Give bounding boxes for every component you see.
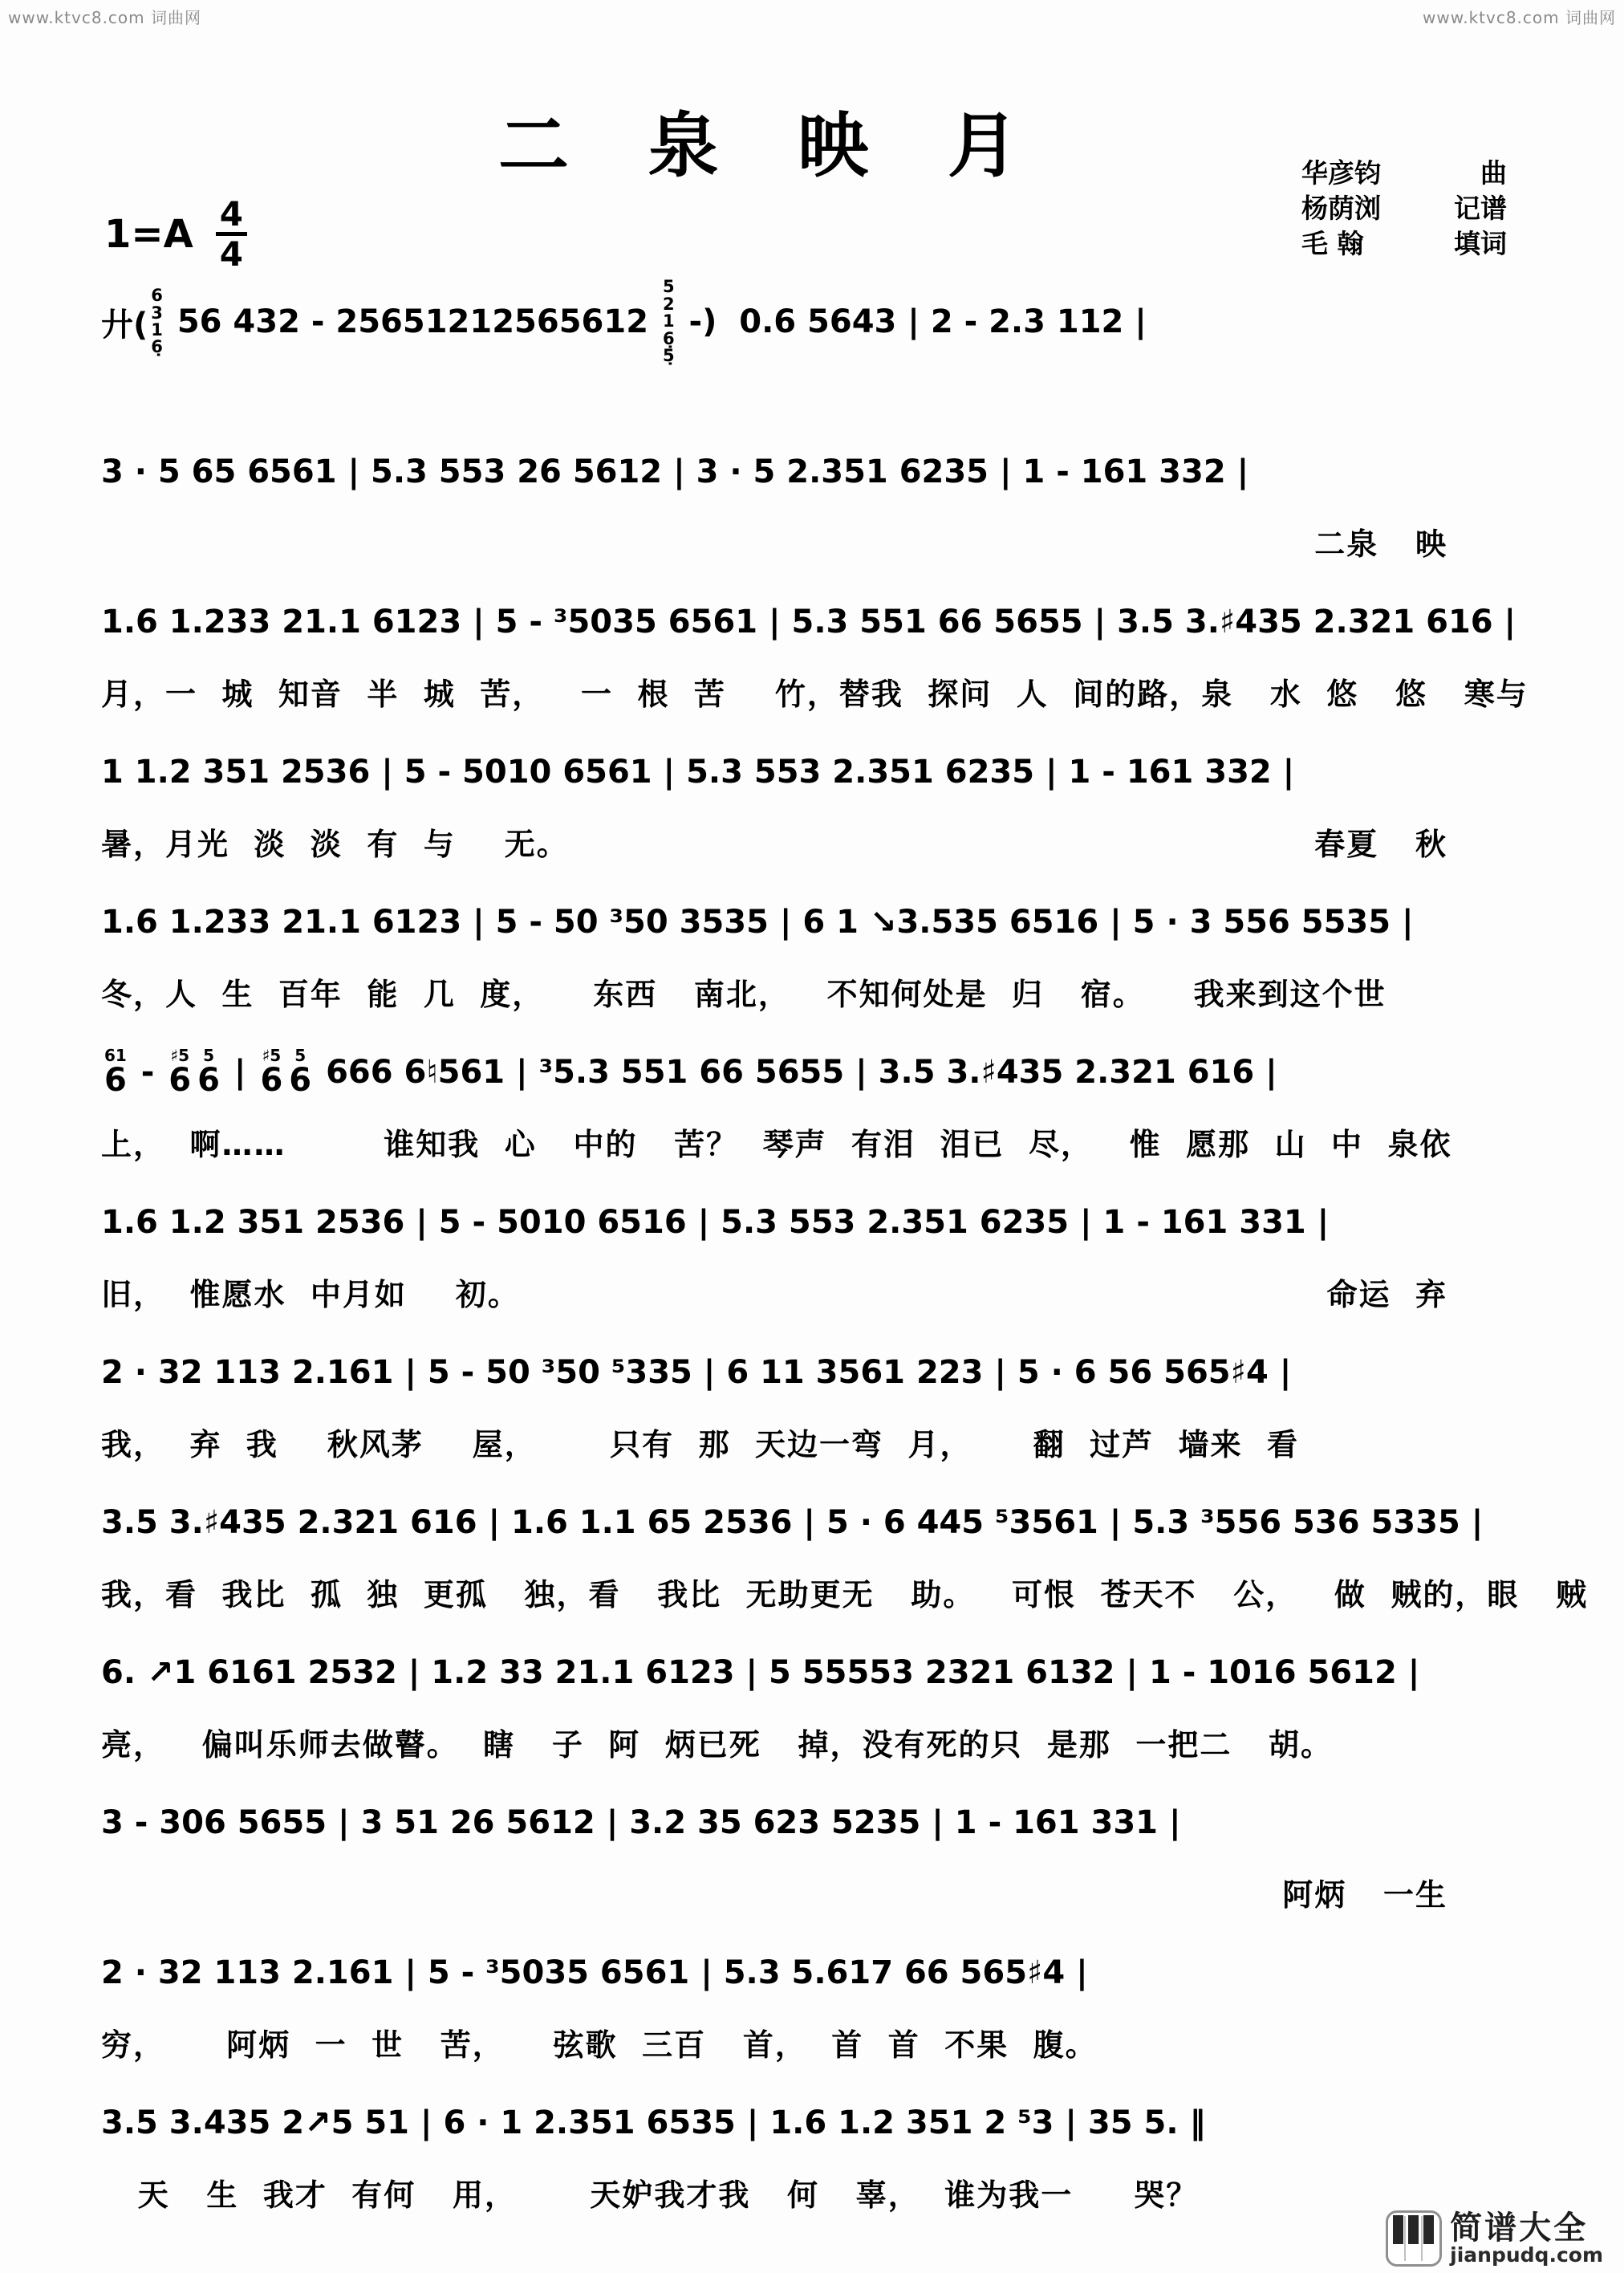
- brand-url: jianpudq.com: [1450, 2243, 1603, 2267]
- credit-name: 毛 翰: [1301, 228, 1364, 260]
- score-system: [101, 2082, 1531, 2232]
- score-system: [101, 1482, 1589, 1632]
- credit-composer: [1301, 156, 1507, 191]
- score-system: [101, 277, 1531, 431]
- chord-stack: ♯5 6: [260, 1046, 283, 1099]
- lyric-line: [101, 1720, 1531, 1764]
- score-system: [101, 1031, 1531, 1181]
- piano-keys-icon: [1386, 2210, 1442, 2267]
- chord-stack: ♯5 6: [168, 1046, 192, 1099]
- lyric-text: 冬，人 生 百年 能 几 度， 东西 南北， 不知何处是 归 宿。 我来到这个世: [101, 977, 1386, 1012]
- notation-line: 61 6 - ♯5 6 5 6 | ♯5 6 5 6 666 6♮561 | ³5.3 551 66 5655 | 3.5 3.♯435 2.321 616 |: [104, 1046, 1277, 1099]
- credit-name: 杨荫浏: [1301, 193, 1381, 225]
- lyric-text: 旧， 惟愿水 中月如 初。: [101, 1277, 520, 1312]
- notation-line: 廾( 6 3 1 6̣ 56 432 - 25651212565612 5 2 1 6̣ 5̣ -) 0.6 5643 | 2 - 2.3 112 |: [101, 277, 1147, 366]
- notation-line: 3.5 3.435 2↗5 51 | 6 · 1 2.351 6535 | 1.6 1.2 351 2 ⁵3 | 35 5. ‖: [101, 2104, 1206, 2141]
- score-system: [101, 731, 1531, 881]
- notation-line: 1 1.2 351 2536 | 5 - 5010 6561 | 5.3 553 2.351 6235 | 1 - 161 332 |: [101, 754, 1295, 791]
- notation-line: 1.6 1.2 351 2536 | 5 - 5010 6516 | 5.3 553 2.351 6235 | 1 - 161 331 |: [101, 1204, 1330, 1241]
- lyric-text: 我，看 我比 孤 独 更孤 独，看 我比 无助更无 助。 可恨 苍天不 公， 做 贼的，眼 贼: [101, 1577, 1589, 1612]
- credit-transcriber: [1301, 191, 1507, 226]
- score-system: [101, 581, 1531, 731]
- credit-lyricist: [1301, 226, 1507, 262]
- notation-line: 1.6 1.233 21.1 6123 | 5 - 50 ³50 3535 | 6 1 ↘3.535 6516 | 5 · 3 556 5535 |: [101, 904, 1414, 941]
- notation-line: 2 · 32 113 2.161 | 5 - 50 ³50 ⁵335 | 6 11 3561 223 | 5 · 6 56 565♯4 |: [101, 1354, 1292, 1391]
- lyric-text-right: 命运 弃: [1326, 1277, 1447, 1312]
- key-time-signature: [104, 196, 247, 273]
- lyric-line: [101, 519, 1531, 563]
- lyric-text: 我， 弃 我 秋风茅 屋， 只有 那 天边一弯 月， 翻 过芦 墙来 看: [101, 1427, 1300, 1462]
- lyric-line: [101, 970, 1531, 1014]
- score-system: [101, 1181, 1531, 1332]
- watermark-top-left: www.ktvc8.com 词曲网: [8, 8, 202, 27]
- lyric-text: 月，一 城 知音 半 城 苦， 一 根 苦 竹，替我 探问 人 间的路，泉 水 悠 悠 寒与: [101, 677, 1529, 712]
- score-system: [101, 1332, 1531, 1482]
- notation-line: 3 - 306 5655 | 3 51 26 5612 | 3.2 35 623 5235 | 1 - 161 331 |: [101, 1804, 1181, 1841]
- lyric-line: [101, 2170, 1531, 2214]
- notation-line: 1.6 1.233 21.1 6123 | 5 - ³5035 6561 | 5.3 551 66 5655 | 3.5 3.♯435 2.321 616 |: [101, 604, 1516, 640]
- time-numerator: 4: [216, 196, 247, 236]
- lyric-text-right: 阿炳 一生: [1282, 1877, 1447, 1913]
- credit-role: 曲: [1480, 157, 1507, 189]
- lyric-text-right: 二泉 映: [1314, 527, 1447, 562]
- lyric-line: [101, 1570, 1589, 1614]
- score-system: [101, 881, 1531, 1031]
- lyric-text: 暑，月光 淡 淡 有 与 无。: [101, 827, 569, 862]
- score-system: [101, 1632, 1531, 1782]
- notation-line: 2 · 32 113 2.161 | 5 - ³5035 6561 | 5.3 5.617 66 565♯4 |: [101, 1954, 1088, 1991]
- brand-name-cn: 简谱大全: [1450, 2209, 1589, 2247]
- score-system: [101, 1932, 1531, 2082]
- credit-name: 华彦钧: [1301, 157, 1381, 189]
- lyric-text: 天 生 我才 有何 用， 天妒我才我 何 辜， 谁为我一 哭？: [101, 2177, 1199, 2213]
- site-brand: [1386, 2210, 1603, 2267]
- lyric-line: [101, 1420, 1531, 1464]
- lyric-line: [101, 669, 1531, 714]
- lyric-line: [101, 1870, 1531, 1914]
- lyric-line: [101, 2020, 1531, 2064]
- lyric-text: 上， 啊…… 谁知我 心 中的 苦？ 琴声 有泪 泪已 尽， 惟 愿那 山 中 泉依: [101, 1127, 1452, 1162]
- chord-stack: 5 6: [289, 1046, 312, 1099]
- score-system: [101, 431, 1531, 581]
- time-signature: [216, 196, 247, 273]
- lyric-text: 亮， 偏叫乐师去做瞽。 瞎 子 阿 炳已死 掉，没有死的只 是那 一把二 胡。: [101, 1727, 1334, 1763]
- score-system: [101, 1782, 1531, 1932]
- chord-stack: 6 3 1 6̣: [151, 286, 163, 357]
- notation-line: 6. ↗1 6161 2532 | 1.2 33 21.1 6123 | 5 55553 2321 6132 | 1 - 1016 5612 |: [101, 1654, 1420, 1691]
- lyric-text-right: 春夏 秋: [1314, 827, 1447, 862]
- song-title: 二 泉 映 月: [498, 104, 1045, 187]
- chord-stack: 61 6: [104, 1046, 127, 1099]
- notation-line: 3.5 3.♯435 2.321 616 | 1.6 1.1 65 2536 | 5 · 6 445 ⁵3561 | 5.3 ³556 536 5335 |: [101, 1504, 1484, 1541]
- chord-stack: 5 2 1 6̣ 5̣: [662, 277, 675, 366]
- lyric-line: [101, 1270, 1531, 1314]
- credits-block: [1301, 156, 1507, 262]
- lyric-line: [101, 1120, 1531, 1164]
- lyric-text: 穷， 阿炳 一 世 苦， 弦歌 三百 首， 首 首 不果 腹。: [101, 2027, 1098, 2063]
- time-denominator: 4: [219, 234, 243, 274]
- watermark-top-right: www.ktvc8.com 词曲网: [1422, 8, 1616, 27]
- lyric-line: [101, 819, 1531, 864]
- notation-line: 3 · 5 65 6561 | 5.3 553 26 5612 | 3 · 5 2.351 6235 | 1 - 161 332 |: [101, 453, 1249, 490]
- credit-role: 记谱: [1454, 193, 1507, 225]
- key-signature: 1=A: [104, 211, 193, 257]
- credit-role: 填词: [1454, 228, 1507, 260]
- chord-stack: 5 6: [197, 1046, 220, 1099]
